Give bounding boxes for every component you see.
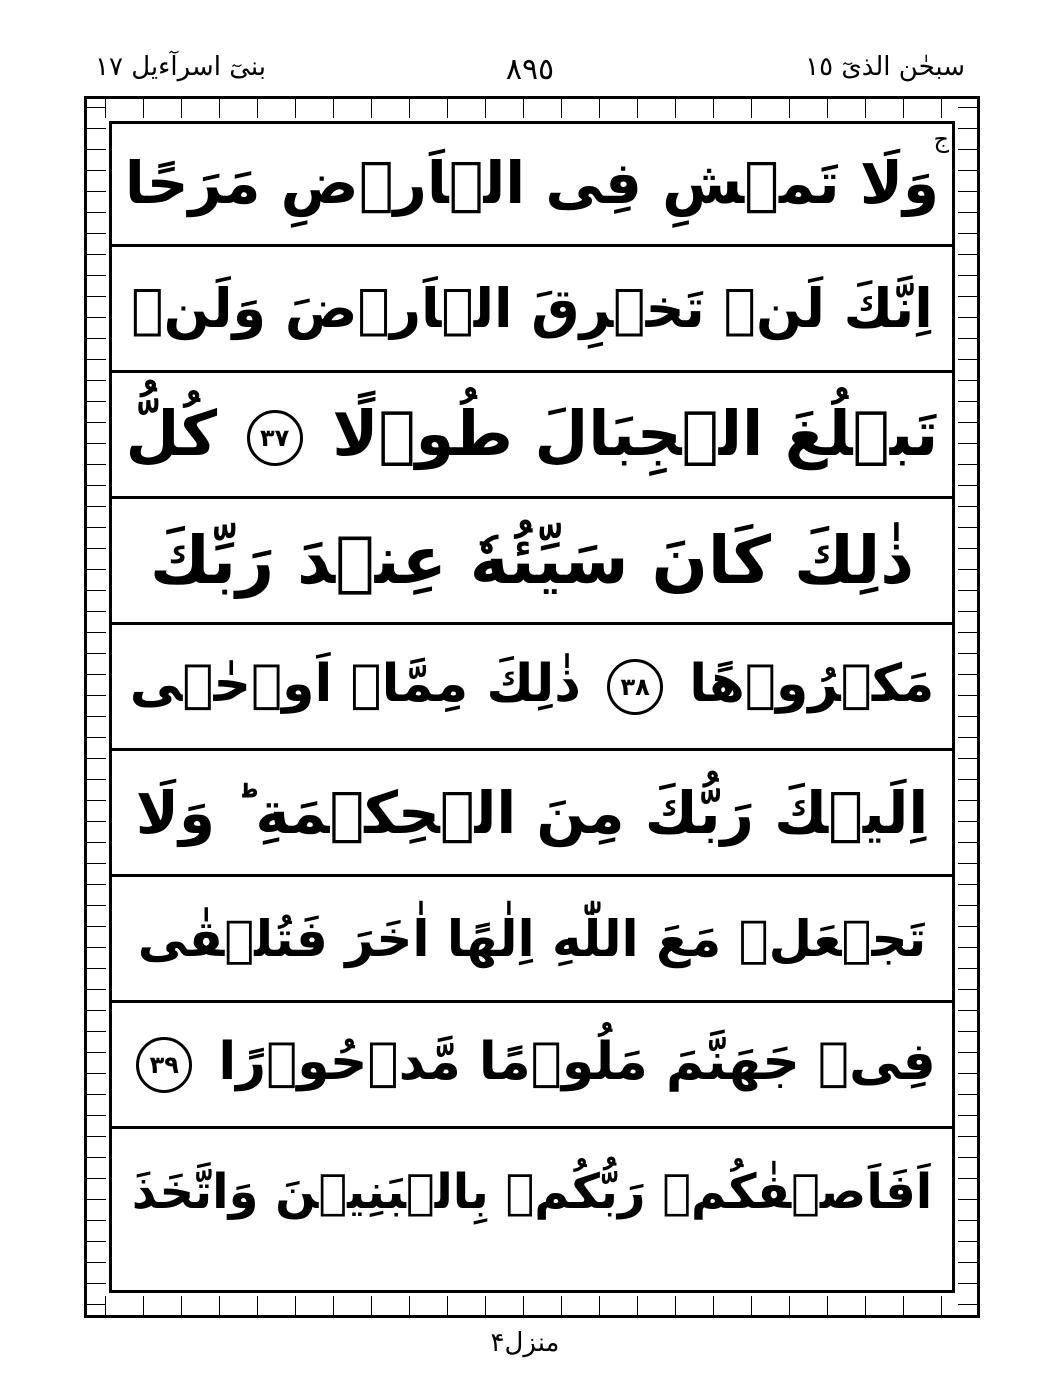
- verse-text: وَلَا تَمۡشِ فِی الۡاَرۡضِ مَرَحًا: [124, 148, 940, 217]
- border-ornament-top: [87, 99, 977, 118]
- verse-text: اِنَّكَ لَنۡ تَخۡرِقَ الۡاَرۡضَ وَلَنۡ: [131, 276, 933, 340]
- verse-segment: كُلُّ: [125, 397, 218, 471]
- verse-segment: فِىۡ جَهَنَّمَ مَلُوۡمًا مَّدۡحُوۡرًا: [218, 1032, 936, 1092]
- verse-text: [129, 654, 935, 715]
- border-ornament-bottom: [87, 1296, 977, 1315]
- page-number: ٨٩٥: [505, 52, 555, 87]
- verse-line-3: [109, 373, 955, 499]
- verse-line-7: [109, 877, 955, 1003]
- verse-line-9: [109, 1129, 955, 1255]
- manzil-label: منزل۴: [490, 1328, 560, 1358]
- verse-line-6: [109, 751, 955, 877]
- ayah-number-marker: ٣٩: [136, 1037, 192, 1093]
- decorative-border: [84, 96, 980, 1318]
- verse-line-8: [109, 1003, 955, 1129]
- ayah-number-marker: ٣٧: [247, 410, 303, 466]
- juz-name: سبحٰن الذیٓ ١٥: [805, 52, 965, 82]
- border-ornament-left: [87, 99, 106, 1315]
- surah-name: بنیٓ اسرآءیل ١٧: [95, 52, 266, 82]
- border-ornament-right: [958, 99, 977, 1315]
- verse-segment: مَكۡرُوۡهًا: [689, 654, 935, 714]
- verse-line-5: [109, 625, 955, 751]
- verse-text: [125, 397, 939, 471]
- verse-text: اِلَيۡكَ رَبُّكَ مِنَ الۡحِكۡمَةِ ؕ وَلَا: [135, 778, 929, 847]
- verse-text: ذٰلِكَ كَانَ سَيِّئُهٗ عِنۡدَ رَبِّكَ: [149, 521, 915, 599]
- pause-mark-jim: ج: [933, 125, 949, 153]
- verse-line-2: [109, 247, 955, 373]
- verse-segment: تَبۡلُغَ الۡجِبَالَ طُوۡلًا: [332, 397, 939, 471]
- verse-line-1: [109, 121, 955, 247]
- ayah-number-marker: ٣٨: [607, 659, 663, 715]
- verse-text: تَجۡعَلۡ مَعَ اللّٰهِ اِلٰهًا اٰخَرَ فَتُلۡقٰى: [137, 909, 927, 968]
- verse-line-4: [109, 499, 955, 625]
- verse-lines: [109, 121, 955, 1293]
- verse-text: [128, 1032, 936, 1093]
- verse-text: اَفَاَصۡفٰكُمۡ رَبُّكُمۡ بِالۡبَنِيۡنَ وَاتَّخَذَ: [131, 1164, 933, 1220]
- page-header: [95, 52, 965, 96]
- verse-segment: ذٰلِكَ مِمَّاۤ اَوۡحٰۤى: [129, 654, 581, 714]
